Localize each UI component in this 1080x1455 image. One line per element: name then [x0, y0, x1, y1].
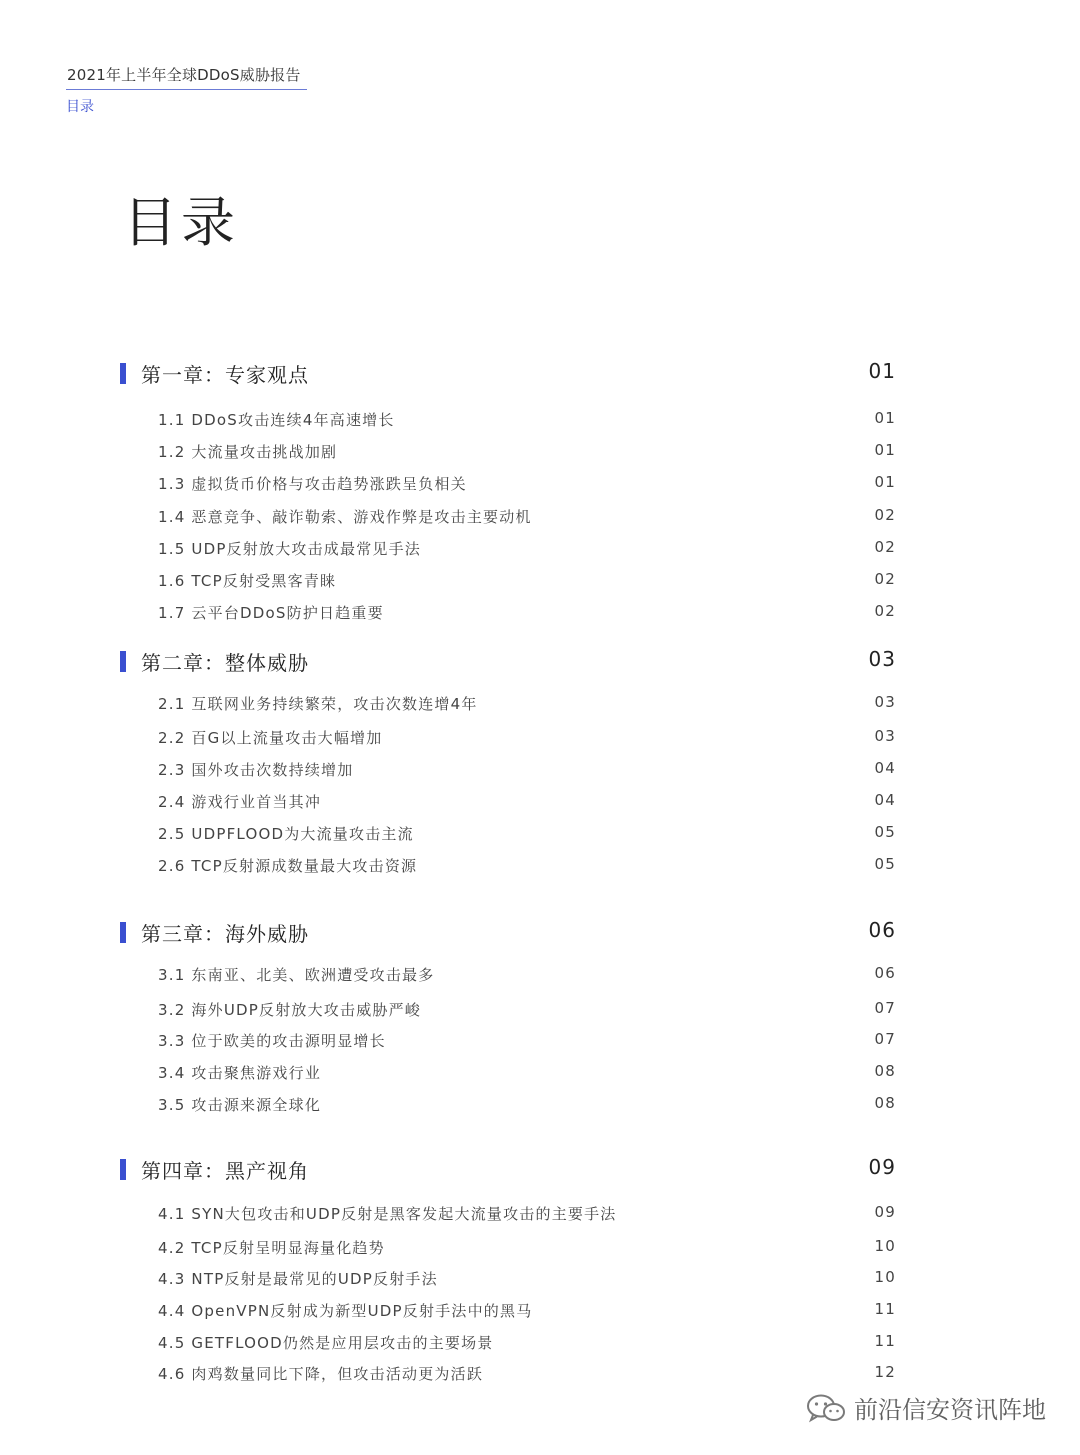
- toc-item-title: 3.3 位于欧美的攻击源明显增长: [158, 1032, 386, 1050]
- watermark: [806, 1390, 1046, 1425]
- toc-item-title: 1.3 虚拟货币价格与攻击趋势涨跌呈负相关: [158, 475, 467, 493]
- toc-item[interactable]: [158, 409, 896, 431]
- chapter-marker: [120, 1159, 126, 1180]
- toc-chapter-2[interactable]: [120, 647, 896, 677]
- toc-item[interactable]: [158, 1094, 896, 1116]
- toc-item-page: 02: [874, 570, 896, 588]
- watermark-text: 前沿信安资讯阵地: [854, 1396, 1046, 1424]
- toc-item-title: 4.4 OpenVPN反射成为新型UDP反射手法中的黑马: [158, 1302, 533, 1320]
- toc-item-title: 2.1 互联网业务持续繁荣，攻击次数连增4年: [158, 695, 478, 713]
- toc-item-page: 05: [874, 855, 896, 873]
- toc-item[interactable]: [158, 1268, 896, 1290]
- toc-item-title: 4.2 TCP反射呈明显海量化趋势: [158, 1239, 385, 1257]
- toc-item-title: 3.4 攻击聚焦游戏行业: [158, 1064, 322, 1082]
- toc-item[interactable]: [158, 473, 896, 495]
- toc-item[interactable]: [158, 602, 896, 624]
- chapter-marker: [120, 922, 126, 943]
- toc-item-page: 09: [874, 1203, 896, 1221]
- toc-item-title: 3.1 东南亚、北美、欧洲遭受攻击最多: [158, 966, 435, 984]
- toc-item-title: 2.2 百G以上流量攻击大幅增加: [158, 729, 383, 747]
- toc-item-page: 04: [874, 791, 896, 809]
- toc-item-title: 1.7 云平台DDoS防护日趋重要: [158, 604, 384, 622]
- toc-item[interactable]: [158, 693, 896, 715]
- toc-item-page: 10: [874, 1268, 896, 1286]
- toc-item-title: 2.6 TCP反射源成数量最大攻击资源: [158, 857, 418, 875]
- toc-item-page: 04: [874, 759, 896, 777]
- page-title: 目录: [123, 191, 239, 254]
- chapter-title: 第二章：整体威胁: [141, 651, 309, 675]
- toc-item-title: 4.1 SYN大包攻击和UDP反射是黑客发起大流量攻击的主要手法: [158, 1205, 617, 1223]
- chapter-title: 第三章：海外威胁: [141, 922, 309, 946]
- toc-chapter-4[interactable]: [120, 1155, 896, 1185]
- report-title: 2021年上半年全球DDoS威胁报告: [67, 66, 301, 84]
- toc-item-title: 2.3 国外攻击次数持续增加: [158, 761, 354, 779]
- toc-item-page: 02: [874, 602, 896, 620]
- toc-item[interactable]: [158, 1363, 896, 1385]
- toc-item[interactable]: [158, 791, 896, 813]
- toc-item[interactable]: [158, 727, 896, 749]
- toc-item-title: 1.5 UDP反射放大攻击成最常见手法: [158, 540, 421, 558]
- toc-item[interactable]: [158, 759, 896, 781]
- toc-item-page: 11: [874, 1332, 896, 1350]
- toc-item-page: 11: [874, 1300, 896, 1318]
- toc-item-page: 12: [874, 1363, 896, 1381]
- toc-item[interactable]: [158, 1062, 896, 1084]
- toc-item[interactable]: [158, 999, 896, 1021]
- chapter-page-number: 09: [868, 1155, 896, 1179]
- toc-item-page: 01: [874, 441, 896, 459]
- chapter-marker: [120, 363, 126, 384]
- toc-item-title: 1.4 恶意竞争、敲诈勒索、游戏作弊是攻击主要动机: [158, 508, 532, 526]
- toc-item-page: 03: [874, 693, 896, 711]
- toc-item[interactable]: [158, 823, 896, 845]
- chapter-marker: [120, 651, 126, 672]
- toc-item-page: 01: [874, 473, 896, 491]
- chapter-title: 第一章：专家观点: [141, 363, 309, 387]
- toc-item-page: 06: [874, 964, 896, 982]
- toc-item-page: 08: [874, 1094, 896, 1112]
- toc-item-title: 1.6 TCP反射受黑客青睐: [158, 572, 337, 590]
- toc-item-title: 2.4 游戏行业首当其冲: [158, 793, 322, 811]
- toc-item[interactable]: [158, 441, 896, 463]
- toc-chapter-3[interactable]: [120, 918, 896, 948]
- toc-item-page: 08: [874, 1062, 896, 1080]
- toc-item-title: 1.2 大流量攻击挑战加剧: [158, 443, 338, 461]
- toc-item[interactable]: [158, 1203, 896, 1225]
- toc-item-page: 05: [874, 823, 896, 841]
- toc-item[interactable]: [158, 1030, 896, 1052]
- wechat-icon: [806, 1393, 846, 1423]
- toc-item-title: 2.5 UDPFLOOD为大流量攻击主流: [158, 825, 414, 843]
- toc-item[interactable]: [158, 855, 896, 877]
- toc-item-page: 02: [874, 506, 896, 524]
- toc-item[interactable]: [158, 1300, 896, 1322]
- chapter-title: 第四章：黑产视角: [141, 1159, 309, 1183]
- chapter-page-number: 01: [868, 359, 896, 383]
- header-divider: [66, 89, 307, 90]
- chapter-page-number: 03: [868, 647, 896, 671]
- toc-item-title: 4.6 肉鸡数量同比下降，但攻击活动更为活跃: [158, 1365, 484, 1383]
- chapter-page-number: 06: [868, 918, 896, 942]
- toc-item[interactable]: [158, 964, 896, 986]
- toc-chapter-1[interactable]: [120, 359, 896, 389]
- toc-item-title: 1.1 DDoS攻击连续4年高速增长: [158, 411, 395, 429]
- toc-item-page: 07: [874, 999, 896, 1017]
- toc-item-page: 10: [874, 1237, 896, 1255]
- section-label: 目录: [66, 99, 94, 115]
- toc-item[interactable]: [158, 1332, 896, 1354]
- toc-item-title: 3.5 攻击源来源全球化: [158, 1096, 322, 1114]
- toc-item-page: 07: [874, 1030, 896, 1048]
- toc-item-page: 01: [874, 409, 896, 427]
- toc-item-page: 03: [874, 727, 896, 745]
- toc-item-title: 4.5 GETFLOOD仍然是应用层攻击的主要场景: [158, 1334, 494, 1352]
- toc-item-page: 02: [874, 538, 896, 556]
- toc-item[interactable]: [158, 1237, 896, 1259]
- toc-item[interactable]: [158, 570, 896, 592]
- toc-item-title: 3.2 海外UDP反射放大攻击威胁严峻: [158, 1001, 421, 1019]
- toc-item[interactable]: [158, 538, 896, 560]
- toc-item-title: 4.3 NTP反射是最常见的UDP反射手法: [158, 1270, 438, 1288]
- toc-item[interactable]: [158, 506, 896, 528]
